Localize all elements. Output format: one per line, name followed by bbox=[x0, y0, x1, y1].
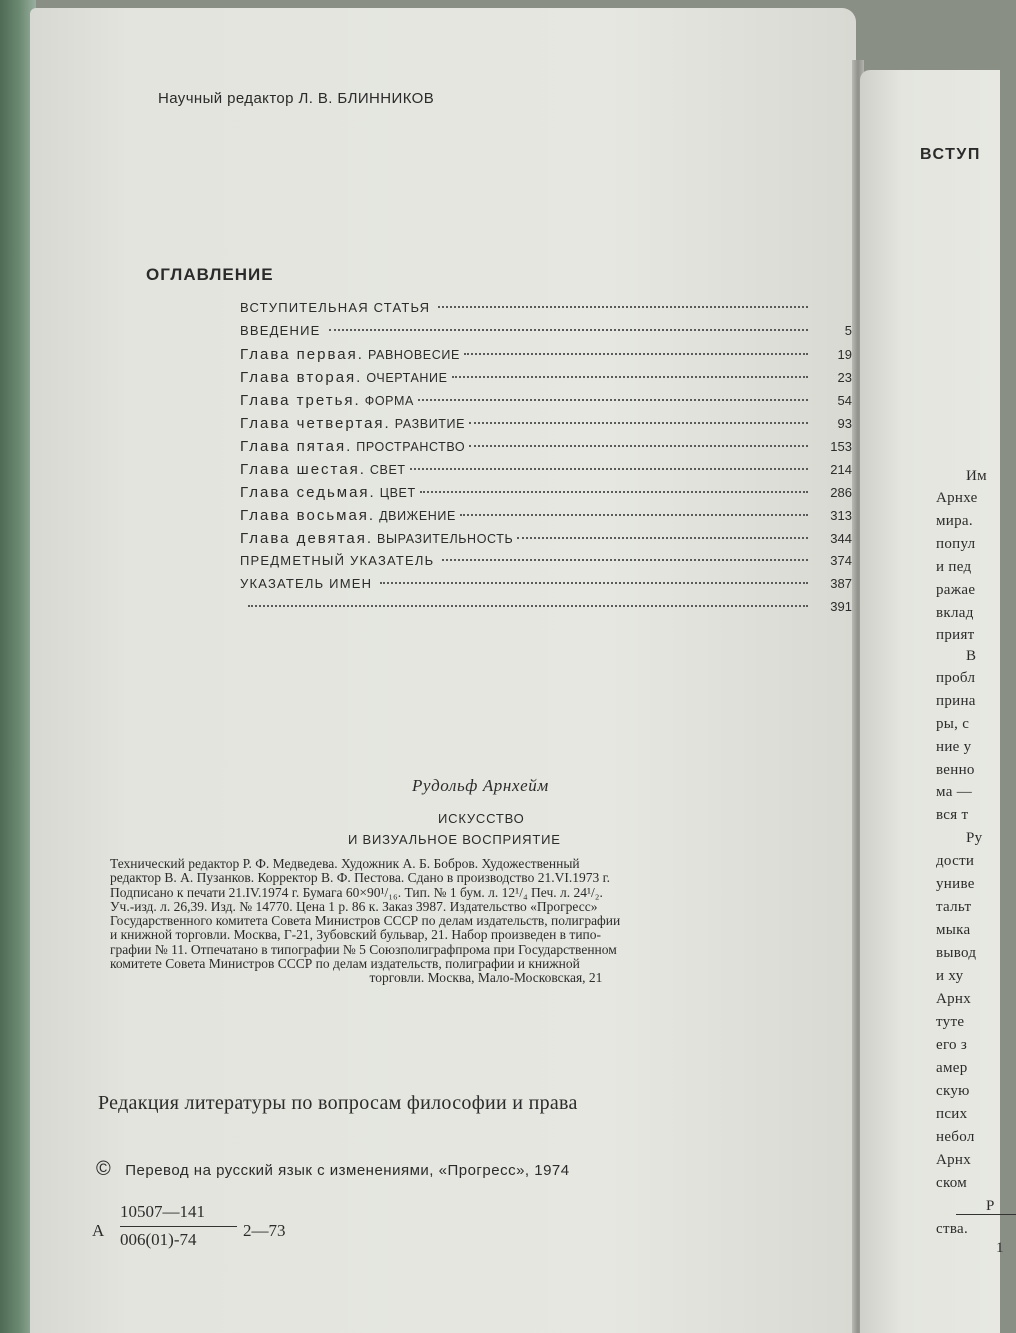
toc-leader-dots bbox=[248, 605, 808, 607]
right-page-line: скую bbox=[936, 1083, 970, 1099]
imprint-line: Государственного комитета Совета Министров СССР по делам издательств, полиграфии bbox=[110, 913, 621, 929]
toc-item-label: Глава девятая. bbox=[240, 530, 374, 547]
table-of-contents bbox=[240, 300, 852, 622]
imprint-line: и книжной торговли. Москва, Г-21, Зубовский бульвар, 21. Набор произведен в типо- bbox=[110, 927, 602, 943]
toc-item bbox=[240, 346, 852, 369]
toc-item-label: ВСТУПИТЕЛЬНАЯ СТАТЬЯ bbox=[240, 300, 431, 315]
toc-item bbox=[240, 553, 852, 576]
right-page-line: и ху bbox=[936, 968, 964, 984]
imprint-line: графии № 11. Отпечатано в типографии № 5 Союзполиграфпрома при Государственном bbox=[110, 941, 617, 957]
right-page-line: прина bbox=[936, 693, 976, 709]
toc-item bbox=[240, 507, 852, 530]
imprint-line: Уч.-изд. л. 26,39. Изд. № 14770. Цена 1 р. 86 к. Заказ 3987. Издательство «Прогресс» bbox=[110, 898, 598, 914]
index-code-suffix: 2—73 bbox=[243, 1221, 286, 1240]
right-page-line: вывод bbox=[936, 945, 977, 961]
right-page-line: и пед bbox=[936, 559, 972, 575]
toc-page-number: 344 bbox=[830, 531, 852, 546]
index-code-numerator: 10507—141 bbox=[120, 1202, 205, 1221]
right-page-line: ства. bbox=[936, 1221, 969, 1237]
right-page-line: небол bbox=[936, 1129, 975, 1145]
right-page-line: Арнх bbox=[936, 991, 972, 1007]
toc-leader-dots bbox=[460, 514, 808, 516]
toc-leader-dots bbox=[469, 422, 808, 424]
toc-page-number: 387 bbox=[830, 576, 852, 591]
toc-page-number: 214 bbox=[830, 462, 852, 477]
toc-item bbox=[240, 461, 852, 484]
book-author: Рудольф Арнхейм bbox=[412, 776, 549, 795]
toc-item-label: УКАЗАТЕЛЬ ИМЕН bbox=[240, 576, 373, 591]
copyright-line bbox=[96, 1158, 570, 1181]
toc-leader-dots bbox=[410, 468, 808, 470]
index-code-fraction-bar bbox=[120, 1226, 237, 1227]
toc-leader-dots bbox=[420, 491, 808, 493]
index-code-letter: А bbox=[92, 1221, 105, 1240]
right-page-line: В bbox=[966, 648, 977, 664]
toc-item-label: Глава пятая. bbox=[240, 438, 353, 455]
toc-item-label: Глава четвертая. bbox=[240, 415, 391, 432]
toc-item-title: РАЗВИТИЕ bbox=[394, 417, 466, 431]
right-page-line: униве bbox=[936, 876, 975, 892]
right-page-line: ры, с bbox=[936, 716, 970, 732]
toc-item bbox=[240, 415, 852, 438]
imprint-block bbox=[110, 857, 862, 986]
toc-item-label: Глава седьмая. bbox=[240, 484, 376, 501]
toc-item-label: Глава первая. bbox=[240, 346, 364, 363]
toc-leader-dots bbox=[438, 306, 808, 308]
toc-page-number: 23 bbox=[837, 370, 852, 385]
right-page-line: мира. bbox=[936, 513, 973, 529]
toc-page-number: 54 bbox=[837, 393, 852, 408]
toc-page-number: 153 bbox=[830, 439, 852, 454]
toc-item-title: РАВНОВЕСИЕ bbox=[367, 348, 460, 362]
toc-page-number: 391 bbox=[830, 599, 852, 614]
imprint-line: комитете Совета Министров СССР по делам издательств, полиграфии и книжной bbox=[110, 956, 580, 972]
imprint-line: Подписано к печати 21.IV.1974 г. Бумага 60×90¹/₁₆. Тип. № 1 бум. л. 12¹/₄ Печ. л. 24¹/₂. bbox=[110, 884, 603, 900]
toc-item bbox=[240, 369, 852, 392]
toc-item-label: ВВЕДЕНИЕ bbox=[240, 323, 321, 338]
toc-item-label: Глава восьмая. bbox=[240, 507, 376, 524]
toc-item bbox=[240, 576, 852, 599]
right-page-line: ма — bbox=[936, 784, 972, 800]
right-page-line: тальт bbox=[936, 899, 972, 915]
toc-item bbox=[240, 438, 852, 461]
toc-item-label: Глава третья. bbox=[240, 392, 361, 409]
right-page-line: пробл bbox=[936, 670, 976, 686]
toc-page-number: 93 bbox=[837, 416, 852, 431]
toc-item-title: ФОРМА bbox=[364, 394, 414, 408]
copyright-text: Перевод на русский язык с изменениями, «Прогресс», 1974 bbox=[125, 1162, 570, 1179]
right-page-line: венно bbox=[936, 762, 975, 778]
toc-page-number: 5 bbox=[844, 323, 852, 338]
toc-item-title: ОЧЕРТАНИЕ bbox=[366, 371, 448, 385]
book-title-line-2: И ВИЗУАЛЬНОЕ ВОСПРИЯТИЕ bbox=[348, 832, 561, 847]
right-page-line: псих bbox=[936, 1106, 968, 1122]
right-page-line: Арнх bbox=[936, 1152, 972, 1168]
footnote-rule bbox=[956, 1214, 1016, 1215]
right-page-line: Арнхе bbox=[936, 490, 978, 506]
toc-item bbox=[240, 484, 852, 507]
toc-page-number: 286 bbox=[830, 485, 852, 500]
toc-item-title: ВЫРАЗИТЕЛЬНОСТЬ bbox=[377, 532, 514, 546]
book-title-line-1: ИСКУССТВО bbox=[438, 811, 525, 826]
right-page-line: мыка bbox=[936, 922, 971, 938]
right-page-line: ском bbox=[936, 1175, 968, 1191]
toc-leader-dots bbox=[380, 582, 808, 584]
right-page-line: попул bbox=[936, 536, 976, 552]
toc-item-title: ЦВЕТ bbox=[379, 486, 416, 500]
toc-item-title: СВЕТ bbox=[369, 463, 406, 477]
imprint-line: Технический редактор Р. Ф. Медведева. Художник А. Б. Бобров. Художественный bbox=[110, 856, 580, 871]
editorial-department: Редакция литературы по вопросам философии и права bbox=[98, 1092, 578, 1114]
right-page-line: вклад bbox=[936, 605, 974, 621]
toc-leader-dots bbox=[464, 353, 808, 355]
right-page-line: вся т bbox=[936, 807, 969, 823]
right-page-line: Ру bbox=[966, 830, 983, 846]
toc-item bbox=[240, 300, 852, 323]
toc-heading: ОГЛАВЛЕНИЕ bbox=[146, 265, 274, 284]
imprint-line: торговли. Москва, Мало-Московская, 21 bbox=[369, 970, 603, 986]
right-page bbox=[860, 70, 1004, 1333]
right-page-line: 1 bbox=[996, 1240, 1004, 1256]
toc-item-label: Глава шестая. bbox=[240, 461, 366, 478]
right-page-line: Р bbox=[986, 1198, 995, 1214]
toc-item bbox=[240, 392, 852, 415]
right-page-line: ние у bbox=[936, 739, 972, 755]
right-page-heading: ВСТУП bbox=[920, 146, 981, 163]
right-page-line: дости bbox=[936, 853, 975, 869]
copyright-icon: © bbox=[96, 1158, 112, 1180]
right-page-line: его з bbox=[936, 1037, 968, 1053]
toc-page-number: 374 bbox=[830, 553, 852, 568]
toc-item bbox=[240, 323, 852, 346]
right-page-line: Им bbox=[966, 468, 987, 484]
toc-page-number: 19 bbox=[837, 347, 852, 362]
right-page-line: прият bbox=[936, 627, 975, 643]
toc-item-title: ПРОСТРАНСТВО bbox=[356, 440, 466, 454]
toc-item-label: ПРЕДМЕТНЫЙ УКАЗАТЕЛЬ bbox=[240, 553, 435, 568]
toc-leader-dots bbox=[329, 329, 809, 331]
toc-item bbox=[240, 599, 852, 622]
toc-item bbox=[240, 530, 852, 553]
toc-leader-dots bbox=[442, 559, 808, 561]
imprint-line: редактор В. А. Пузанков. Корректор В. Ф. Пестова. Сдано в производство 21.VI.1973 г. bbox=[110, 870, 610, 886]
toc-item-title: ДВИЖЕНИЕ bbox=[379, 509, 456, 523]
toc-leader-dots bbox=[418, 399, 808, 401]
toc-leader-dots bbox=[469, 445, 808, 447]
left-page bbox=[30, 8, 856, 1333]
toc-item-label: Глава вторая. bbox=[240, 369, 363, 386]
toc-leader-dots bbox=[517, 537, 808, 539]
toc-page-number: 313 bbox=[830, 508, 852, 523]
right-page-line: туте bbox=[936, 1014, 965, 1030]
right-page-line: амер bbox=[936, 1060, 968, 1076]
right-page-line: ражае bbox=[936, 582, 976, 598]
index-code-denominator: 006(01)-74 bbox=[120, 1230, 197, 1249]
toc-leader-dots bbox=[452, 376, 808, 378]
scientific-editor-line: Научный редактор Л. В. БЛИННИКОВ bbox=[158, 90, 435, 107]
